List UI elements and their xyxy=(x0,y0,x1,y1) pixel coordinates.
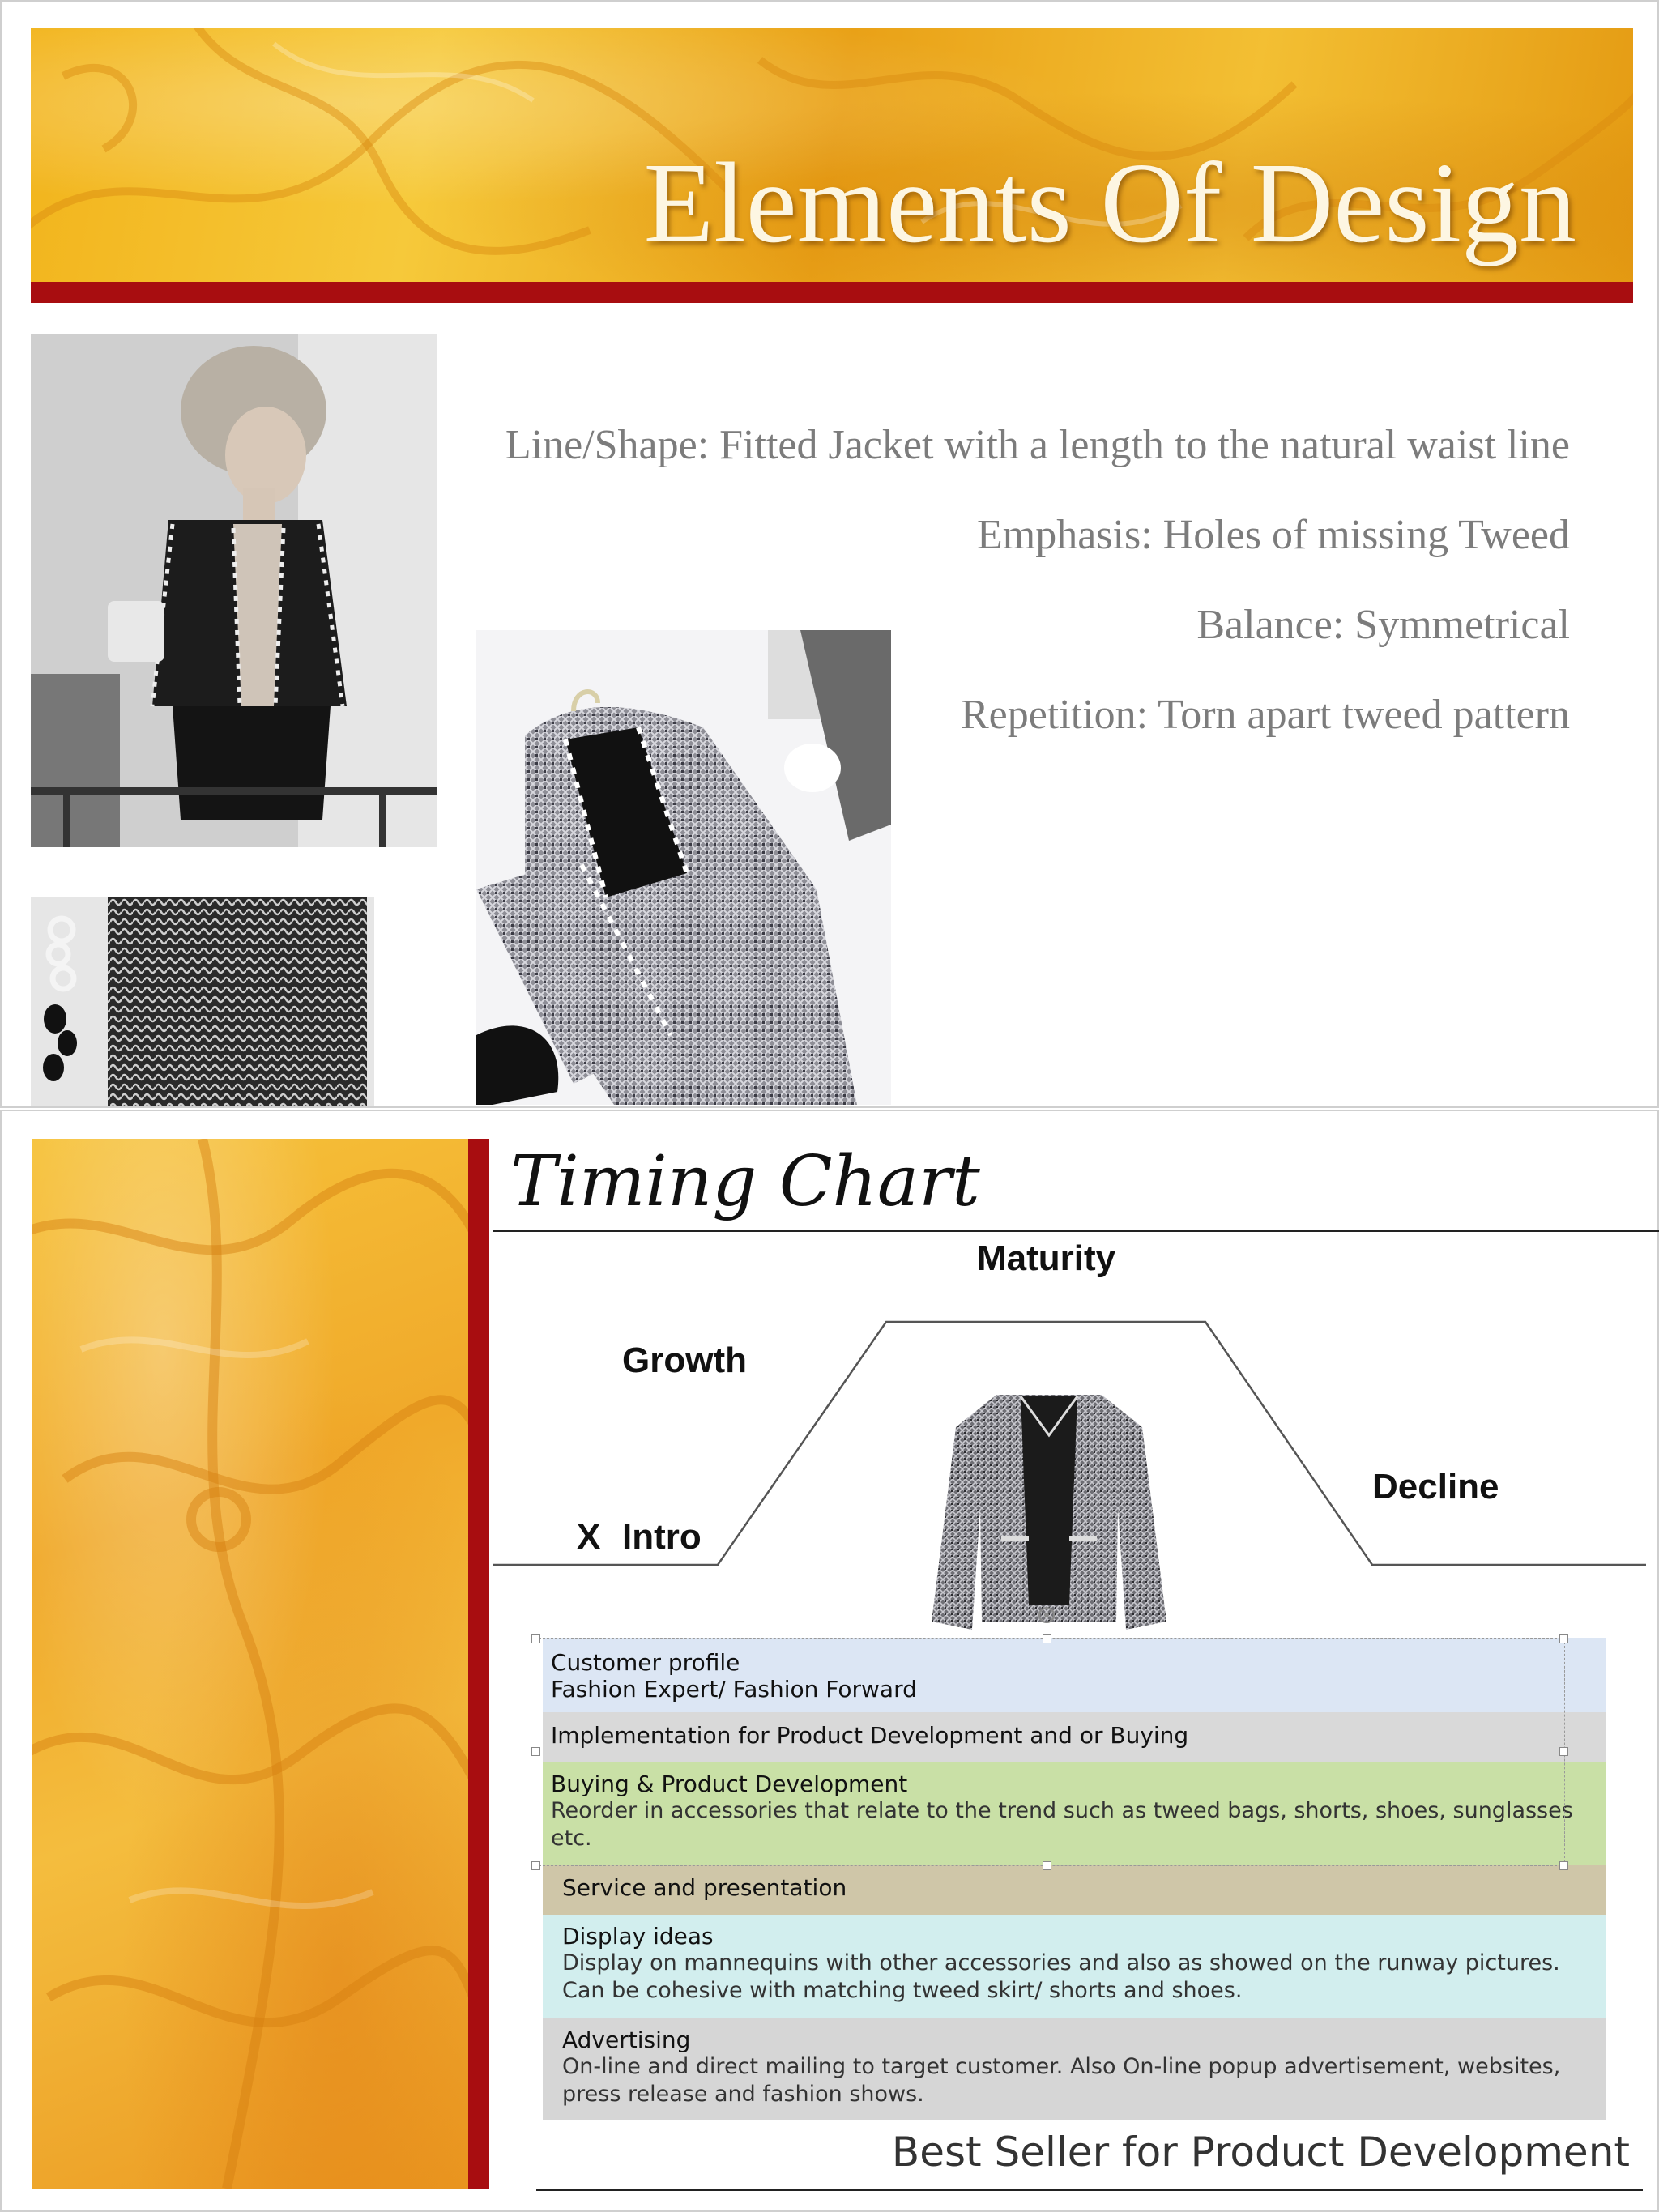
row-body: Fashion Expert/ Fashion Forward xyxy=(551,1676,917,1703)
slide-title: Elements Of Design xyxy=(643,139,1576,266)
resize-handle[interactable] xyxy=(1559,1634,1568,1643)
resize-handle[interactable] xyxy=(1043,1634,1051,1643)
text-frame-selection[interactable] xyxy=(535,1638,1565,1866)
resize-handle[interactable] xyxy=(531,1634,540,1643)
element-repetition: Repetition: Torn apart tweed pattern xyxy=(960,692,1570,738)
row-heading: Customer profile xyxy=(551,1649,740,1676)
stage-intro-label: Intro xyxy=(622,1517,702,1557)
resize-handle[interactable] xyxy=(531,1861,540,1870)
row-heading: Display ideas xyxy=(562,1923,714,1950)
intro-marker: X xyxy=(577,1517,601,1557)
row-service-presentation xyxy=(543,1865,1606,1915)
row-heading: Service and presentation xyxy=(562,1874,847,1901)
stage-growth-label: Growth xyxy=(622,1340,747,1380)
title-divider xyxy=(493,1230,1659,1232)
element-emphasis: Emphasis: Holes of missing Tweed xyxy=(976,512,1570,558)
design-elements-list xyxy=(355,409,1570,769)
resize-handle[interactable] xyxy=(1559,1861,1568,1870)
row-advertising xyxy=(543,2018,1606,2120)
element-line-shape: Line/Shape: Fitted Jacket with a length to the natural waist line xyxy=(505,422,1570,468)
row-body: Reorder in accessories that relate to the trend such as tweed bags, shorts, shoes, sunglasses etc. xyxy=(551,1798,1573,1851)
resize-handle[interactable] xyxy=(1559,1747,1568,1756)
tweed-swatch-photo xyxy=(31,897,374,1106)
slide-timing-chart xyxy=(0,1110,1659,2212)
stage-decline-label: Decline xyxy=(1372,1467,1499,1507)
side-texture-panel xyxy=(32,1139,468,2189)
resize-handle[interactable] xyxy=(531,1747,540,1756)
stage-maturity-label: Maturity xyxy=(977,1238,1116,1278)
row-heading: Implementation for Product Development and or Buying xyxy=(551,1722,1189,1749)
footer-divider xyxy=(536,2189,1643,2191)
row-body: Display on mannequins with other accessories and also as showed on the runway pictures. Can be cohesive with matching tweed skirt/ shorts and shoes. xyxy=(562,1950,1560,2003)
resize-handle[interactable] xyxy=(1043,1861,1051,1870)
footer-caption: Best Seller for Product Development xyxy=(891,2129,1630,2176)
title-banner xyxy=(31,28,1633,282)
element-balance: Balance: Symmetrical xyxy=(1196,602,1570,648)
row-display-ideas xyxy=(543,1915,1606,2018)
row-heading: Buying & Product Development xyxy=(551,1771,908,1797)
title-accent-bar xyxy=(31,282,1633,303)
row-heading: Advertising xyxy=(562,2027,691,2053)
side-accent-bar xyxy=(468,1139,489,2189)
slide-title: Timing Chart xyxy=(510,1141,980,1222)
row-body: On-line and direct mailing to target customer. Also On-line popup advertisement, websites, press release and fashion shows. xyxy=(562,2054,1561,2107)
rotate-handle-icon[interactable] xyxy=(1035,1604,1058,1626)
